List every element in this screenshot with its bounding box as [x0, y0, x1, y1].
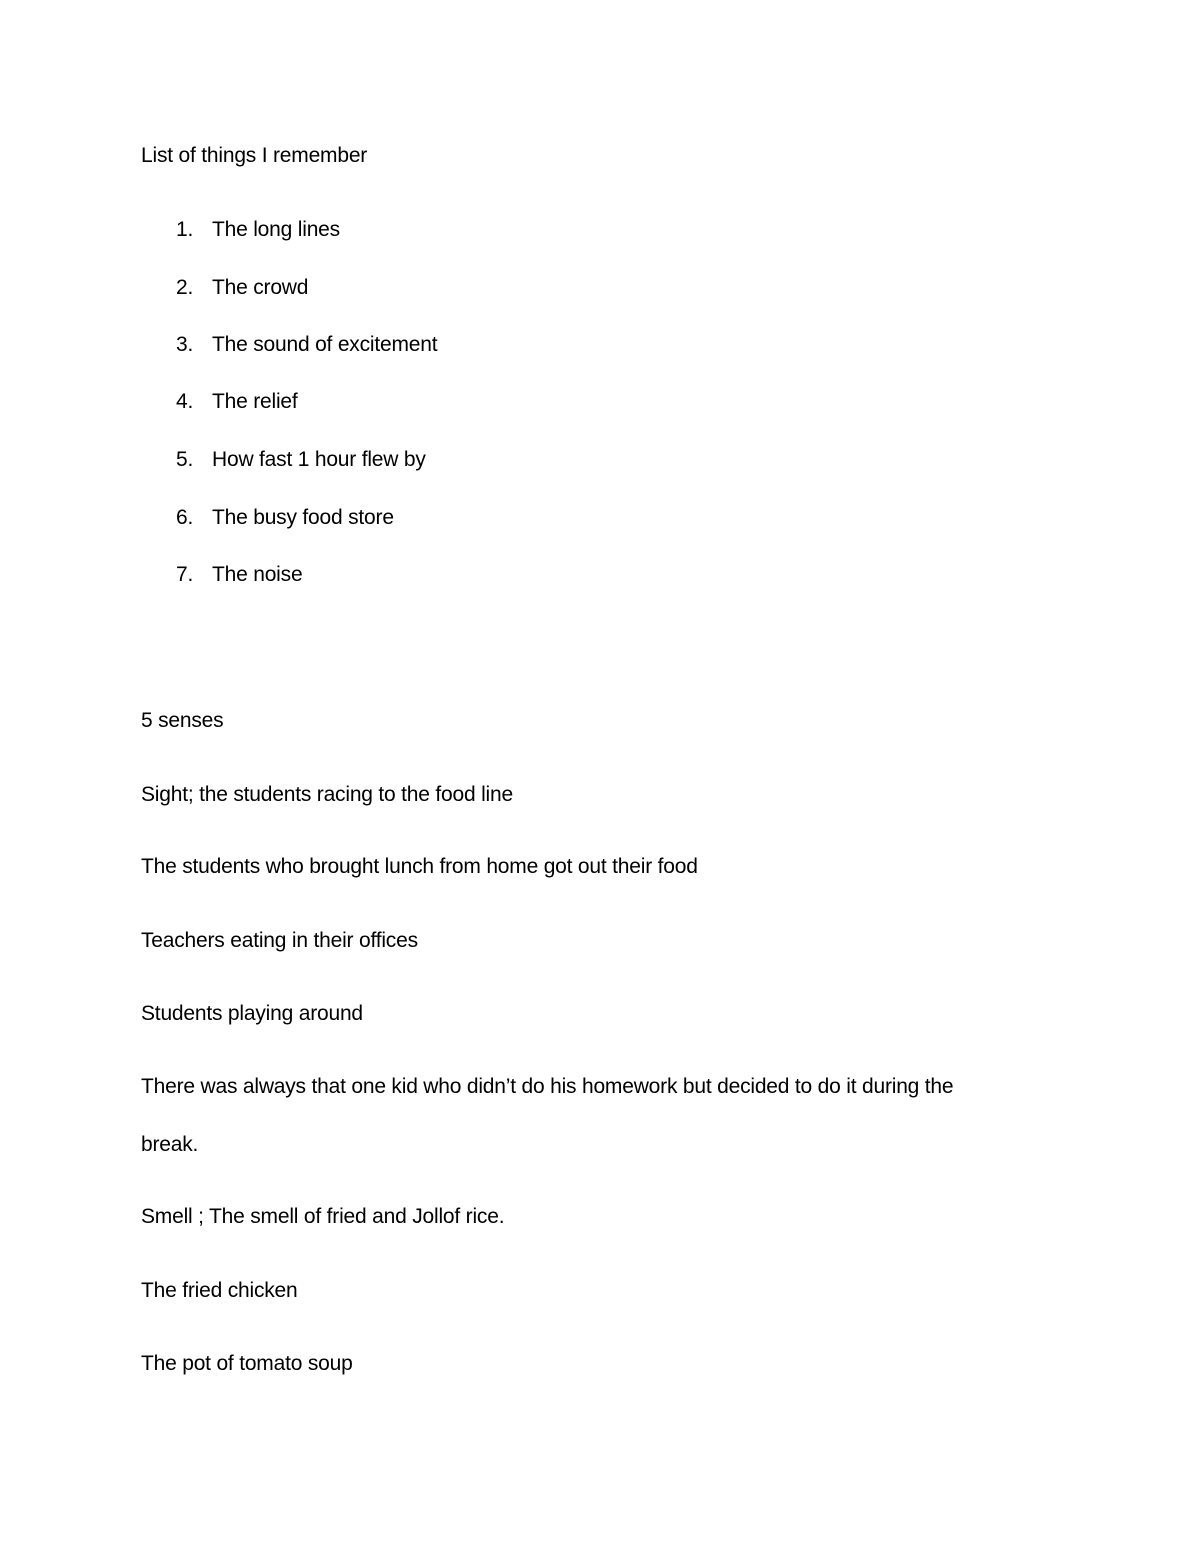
list-item [176, 275, 308, 301]
list-item-text: How fast 1 hour flew by [212, 448, 426, 471]
paragraph: There was always that one kid who didn’t do his homework but decided to do it during the [141, 1075, 954, 1098]
list-item-number: 4. [176, 390, 194, 413]
paragraph: break. [141, 1133, 199, 1156]
list-item-number: 2. [176, 276, 194, 299]
list-heading: List of things I remember [141, 144, 368, 167]
list-item [176, 447, 426, 473]
list-item-text: The relief [212, 390, 298, 413]
list-item [176, 505, 394, 531]
list-item-number: 6. [176, 506, 194, 529]
list-item [176, 217, 340, 243]
paragraph: The fried chicken [141, 1279, 298, 1302]
senses-heading: 5 senses [141, 709, 224, 732]
list-item [176, 562, 302, 588]
list-item-text: The sound of excitement [212, 333, 438, 356]
list-item-number: 3. [176, 333, 194, 356]
list-item-number: 1. [176, 218, 194, 241]
paragraph: Smell ; The smell of fried and Jollof rice. [141, 1205, 505, 1228]
list-item-text: The noise [212, 563, 303, 586]
list-item-text: The busy food store [212, 506, 394, 529]
list-item-number: 7. [176, 563, 194, 586]
paragraph: The pot of tomato soup [141, 1352, 353, 1375]
list-item [176, 332, 437, 358]
paragraph: Teachers eating in their offices [141, 929, 418, 952]
list-item-text: The long lines [212, 218, 340, 241]
paragraph: The students who brought lunch from home got out their food [141, 855, 698, 878]
paragraph: Students playing around [141, 1002, 363, 1025]
list-item-text: The crowd [212, 276, 309, 299]
list-item [176, 389, 298, 415]
paragraph: Sight; the students racing to the food line [141, 783, 513, 806]
list-item-number: 5. [176, 448, 194, 471]
